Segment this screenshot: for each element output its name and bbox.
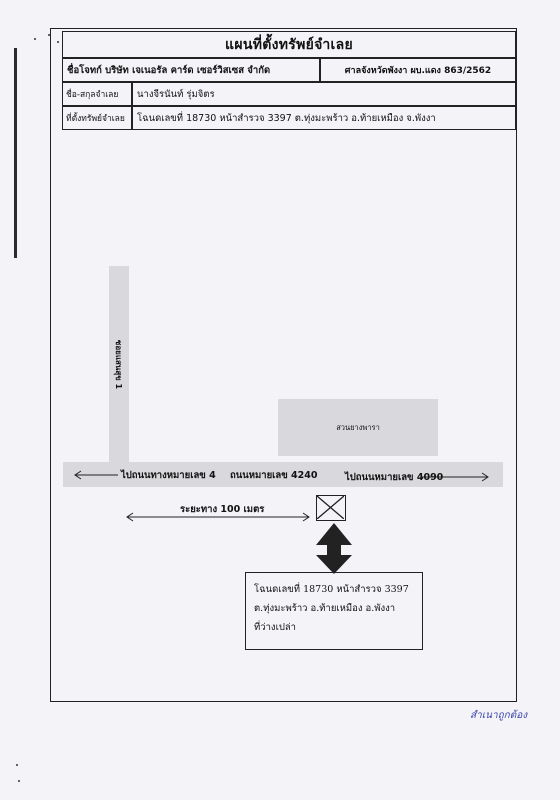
location-label: ที่ตั้งทรัพย์จำเลย [66, 114, 125, 124]
document-title: แผนที่ตั้งทรัพย์จำเลย [62, 31, 516, 58]
note-line-2: ต.ทุ่งมะพร้าว อ.ท้ายเหมือง อ.พังงา [254, 603, 396, 614]
note-line-3: ที่ว่างเปล่า [254, 622, 297, 633]
soi-label: ซอยแสนสุข 1 [114, 339, 124, 389]
parcel-note-box [245, 572, 423, 650]
defendant-label: ชื่อ-สกุลจำเลย [66, 90, 119, 100]
park-label: สวนยางพารา [336, 422, 380, 432]
plaintiff-name: ชื่อโจทก์ บริษัท เจเนอรัล คาร์ด เซอร์วิสเซส จำกัด [67, 64, 271, 76]
note-line-1: โฉนดเลขที่ 18730 หน้าสำรวจ 3397 [254, 584, 409, 595]
road-right-label: ไปถนนหมายเลข 4090 [345, 472, 444, 483]
double-arrow-icon [316, 523, 352, 574]
road-left-label: ไปถนนทางหมายเลข 4 [121, 470, 216, 481]
location-value: โฉนดเลขที่ 18730 หน้าสำรวจ 3397 ต.ทุ่งมะพร้าว อ.ท้ายเหมือง จ.พังงา [137, 112, 436, 124]
distance-label: ระยะทาง 100 เมตร [180, 504, 265, 515]
court-case-number: ศาลจังหวัดพังงา ผบ.แดง 863/2562 [344, 66, 492, 76]
defendant-name: นางจีรนันท์ รุ่มจิตร [137, 88, 215, 100]
road-center-label: ถนนหมายเลข 4240 [230, 470, 318, 481]
certified-copy-stamp: สำเนาถูกต้อง [470, 710, 528, 721]
